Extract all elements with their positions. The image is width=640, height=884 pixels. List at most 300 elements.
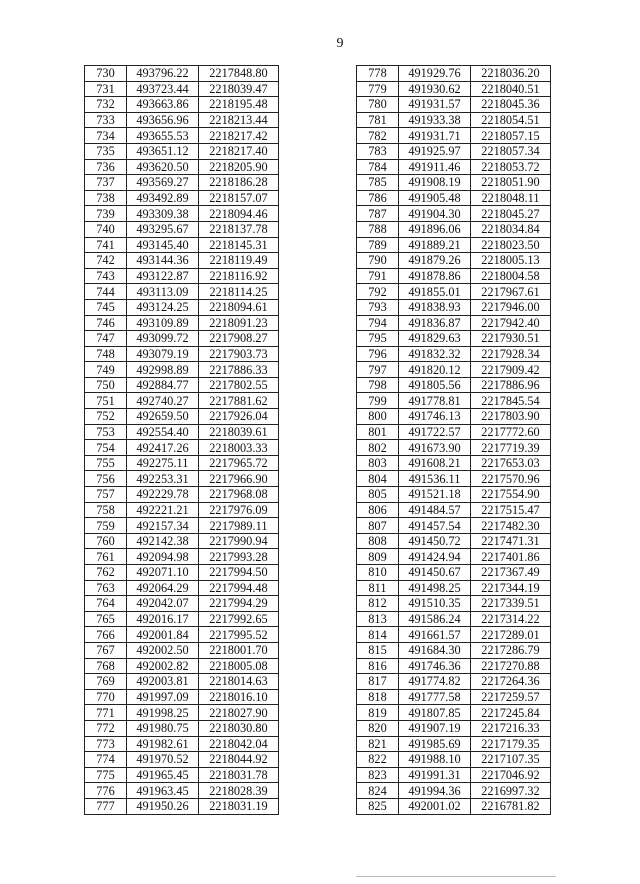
y-coordinate-cell: 2217719.39 (471, 440, 551, 456)
table-row (357, 580, 551, 596)
point-number-cell: 742 (85, 253, 127, 269)
point-number-cell: 739 (85, 206, 127, 222)
point-number-cell: 754 (85, 440, 127, 456)
table-row (357, 518, 551, 534)
table-row (357, 331, 551, 347)
table-row (357, 190, 551, 206)
point-number-cell: 768 (85, 658, 127, 674)
point-number-cell: 800 (357, 409, 399, 425)
table-row (357, 783, 551, 799)
point-number-cell: 747 (85, 331, 127, 347)
x-coordinate-cell: 492417.26 (127, 440, 199, 456)
point-number-cell: 733 (85, 112, 127, 128)
point-number-cell: 738 (85, 190, 127, 206)
x-coordinate-cell: 492071.10 (127, 565, 199, 581)
y-coordinate-cell: 2217989.11 (199, 518, 279, 534)
point-number-cell: 745 (85, 299, 127, 315)
x-coordinate-cell: 493295.67 (127, 221, 199, 237)
y-coordinate-cell: 2217845.54 (471, 393, 551, 409)
x-coordinate-cell: 491829.63 (399, 331, 471, 347)
table-row (85, 362, 279, 378)
table-row (357, 798, 551, 814)
point-number-cell: 759 (85, 518, 127, 534)
table-row (85, 689, 279, 705)
table-row (85, 315, 279, 331)
y-coordinate-cell: 2218034.84 (471, 221, 551, 237)
y-coordinate-cell: 2218039.61 (199, 424, 279, 440)
y-coordinate-cell: 2217515.47 (471, 502, 551, 518)
point-number-cell: 772 (85, 720, 127, 736)
point-number-cell: 746 (85, 315, 127, 331)
point-number-cell: 810 (357, 565, 399, 581)
table-row (85, 674, 279, 690)
table-row (85, 611, 279, 627)
point-number-cell: 766 (85, 627, 127, 643)
table-row (85, 736, 279, 752)
point-number-cell: 778 (357, 66, 399, 82)
y-coordinate-cell: 2217802.55 (199, 377, 279, 393)
table-row (85, 565, 279, 581)
x-coordinate-cell: 493099.72 (127, 331, 199, 347)
point-number-cell: 753 (85, 424, 127, 440)
x-coordinate-cell: 491484.57 (399, 502, 471, 518)
y-coordinate-cell: 2217259.57 (471, 689, 551, 705)
point-number-cell: 736 (85, 159, 127, 175)
table-row (85, 720, 279, 736)
x-coordinate-cell: 491991.31 (399, 767, 471, 783)
y-coordinate-cell: 2216781.82 (471, 798, 551, 814)
point-number-cell: 805 (357, 487, 399, 503)
x-coordinate-cell: 492064.29 (127, 580, 199, 596)
y-coordinate-cell: 2218031.78 (199, 767, 279, 783)
point-number-cell: 819 (357, 705, 399, 721)
point-number-cell: 815 (357, 642, 399, 658)
y-coordinate-cell: 2217289.01 (471, 627, 551, 643)
point-number-cell: 792 (357, 284, 399, 300)
y-coordinate-cell: 2217990.94 (199, 533, 279, 549)
x-coordinate-cell: 491684.30 (399, 642, 471, 658)
point-number-cell: 814 (357, 627, 399, 643)
table-row (85, 346, 279, 362)
y-coordinate-cell: 2218005.13 (471, 253, 551, 269)
table-row (85, 128, 279, 144)
x-coordinate-cell: 491998.25 (127, 705, 199, 721)
point-number-cell: 786 (357, 190, 399, 206)
table-row (357, 362, 551, 378)
x-coordinate-cell: 491965.45 (127, 767, 199, 783)
y-coordinate-cell: 2217967.61 (471, 284, 551, 300)
y-coordinate-cell: 2217314.22 (471, 611, 551, 627)
x-coordinate-cell: 491997.09 (127, 689, 199, 705)
y-coordinate-cell: 2218027.90 (199, 705, 279, 721)
y-coordinate-cell: 2218094.46 (199, 206, 279, 222)
x-coordinate-cell: 491820.12 (399, 362, 471, 378)
y-coordinate-cell: 2218057.15 (471, 128, 551, 144)
table-row (85, 268, 279, 284)
table-row (357, 346, 551, 362)
x-coordinate-cell: 493723.44 (127, 81, 199, 97)
y-coordinate-cell: 2217926.04 (199, 409, 279, 425)
x-coordinate-cell: 492275.11 (127, 455, 199, 471)
y-coordinate-cell: 2217994.29 (199, 596, 279, 612)
point-number-cell: 779 (357, 81, 399, 97)
y-coordinate-cell: 2218023.50 (471, 237, 551, 253)
x-coordinate-cell: 491907.19 (399, 720, 471, 736)
y-coordinate-cell: 2218030.80 (199, 720, 279, 736)
table-row (357, 642, 551, 658)
x-coordinate-cell: 491778.81 (399, 393, 471, 409)
table-row (85, 455, 279, 471)
x-coordinate-cell: 491878.86 (399, 268, 471, 284)
x-coordinate-cell: 492016.17 (127, 611, 199, 627)
x-coordinate-cell: 493796.22 (127, 66, 199, 82)
x-coordinate-cell: 491807.85 (399, 705, 471, 721)
x-coordinate-cell: 493109.89 (127, 315, 199, 331)
point-number-cell: 777 (85, 798, 127, 814)
point-number-cell: 788 (357, 221, 399, 237)
x-coordinate-cell: 491896.06 (399, 221, 471, 237)
table-row (85, 284, 279, 300)
point-number-cell: 757 (85, 487, 127, 503)
x-coordinate-cell: 492884.77 (127, 377, 199, 393)
x-coordinate-cell: 491994.36 (399, 783, 471, 799)
table-row (85, 752, 279, 768)
y-coordinate-cell: 2217046.92 (471, 767, 551, 783)
point-number-cell: 771 (85, 705, 127, 721)
y-coordinate-cell: 2217928.34 (471, 346, 551, 362)
table-row (85, 518, 279, 534)
point-number-cell: 756 (85, 471, 127, 487)
y-coordinate-cell: 2218045.36 (471, 97, 551, 113)
y-coordinate-cell: 2217908.27 (199, 331, 279, 347)
table-row (85, 159, 279, 175)
y-coordinate-cell: 2217946.00 (471, 299, 551, 315)
point-number-cell: 802 (357, 440, 399, 456)
y-coordinate-cell: 2217471.31 (471, 533, 551, 549)
point-number-cell: 750 (85, 377, 127, 393)
y-coordinate-cell: 2217848.80 (199, 66, 279, 82)
y-coordinate-cell: 2218053.72 (471, 159, 551, 175)
table-row (85, 471, 279, 487)
table-row (85, 221, 279, 237)
x-coordinate-cell: 491673.90 (399, 440, 471, 456)
y-coordinate-cell: 2218116.92 (199, 268, 279, 284)
y-coordinate-cell: 2218031.19 (199, 798, 279, 814)
table-row (85, 81, 279, 97)
x-coordinate-cell: 491510.35 (399, 596, 471, 612)
point-number-cell: 817 (357, 674, 399, 690)
point-number-cell: 820 (357, 720, 399, 736)
point-number-cell: 774 (85, 752, 127, 768)
table-row (85, 658, 279, 674)
x-coordinate-cell: 492157.34 (127, 518, 199, 534)
y-coordinate-cell: 2218014.63 (199, 674, 279, 690)
x-coordinate-cell: 492001.02 (399, 798, 471, 814)
table-row (357, 299, 551, 315)
table-row (357, 315, 551, 331)
point-number-cell: 741 (85, 237, 127, 253)
table-row (357, 767, 551, 783)
x-coordinate-cell: 491970.52 (127, 752, 199, 768)
point-number-cell: 770 (85, 689, 127, 705)
point-number-cell: 776 (85, 783, 127, 799)
point-number-cell: 769 (85, 674, 127, 690)
table-row (357, 705, 551, 721)
table-row (357, 377, 551, 393)
x-coordinate-cell: 491925.97 (399, 143, 471, 159)
table-row (85, 409, 279, 425)
table-row (85, 533, 279, 549)
table-row (357, 66, 551, 82)
point-number-cell: 767 (85, 642, 127, 658)
x-coordinate-cell: 493663.86 (127, 97, 199, 113)
table-row (357, 393, 551, 409)
table-row (85, 487, 279, 503)
y-coordinate-cell: 2217803.90 (471, 409, 551, 425)
table-row (85, 377, 279, 393)
table-row (85, 440, 279, 456)
y-coordinate-cell: 2218145.31 (199, 237, 279, 253)
table-row (357, 175, 551, 191)
table-row (357, 409, 551, 425)
x-coordinate-cell: 492002.82 (127, 658, 199, 674)
y-coordinate-cell: 2218094.61 (199, 299, 279, 315)
point-number-cell: 780 (357, 97, 399, 113)
y-coordinate-cell: 2217966.90 (199, 471, 279, 487)
point-number-cell: 799 (357, 393, 399, 409)
table-row (85, 97, 279, 113)
point-number-cell: 804 (357, 471, 399, 487)
y-coordinate-cell: 2217886.96 (471, 377, 551, 393)
table-row (357, 237, 551, 253)
point-number-cell: 787 (357, 206, 399, 222)
y-coordinate-cell: 2218028.39 (199, 783, 279, 799)
x-coordinate-cell: 492142.38 (127, 533, 199, 549)
x-coordinate-cell: 493144.36 (127, 253, 199, 269)
table-row (85, 393, 279, 409)
table-row (357, 128, 551, 144)
point-number-cell: 765 (85, 611, 127, 627)
table-row (85, 253, 279, 269)
point-number-cell: 791 (357, 268, 399, 284)
y-coordinate-cell: 2218186.28 (199, 175, 279, 191)
table-row (85, 549, 279, 565)
table-row (357, 658, 551, 674)
table-row (85, 299, 279, 315)
y-coordinate-cell: 2217344.19 (471, 580, 551, 596)
table-row (85, 627, 279, 643)
y-coordinate-cell: 2218045.27 (471, 206, 551, 222)
y-coordinate-cell: 2217881.62 (199, 393, 279, 409)
y-coordinate-cell: 2218004.58 (471, 268, 551, 284)
y-coordinate-cell: 2218114.25 (199, 284, 279, 300)
table-row (85, 206, 279, 222)
x-coordinate-cell: 491985.69 (399, 736, 471, 752)
table-row (357, 565, 551, 581)
table-row (85, 580, 279, 596)
table-row (357, 424, 551, 440)
table-row (85, 642, 279, 658)
x-coordinate-cell: 491746.13 (399, 409, 471, 425)
x-coordinate-cell: 491536.11 (399, 471, 471, 487)
x-coordinate-cell: 492094.98 (127, 549, 199, 565)
x-coordinate-cell: 491908.19 (399, 175, 471, 191)
y-coordinate-cell: 2218016.10 (199, 689, 279, 705)
table-row (85, 783, 279, 799)
point-number-cell: 763 (85, 580, 127, 596)
point-number-cell: 812 (357, 596, 399, 612)
x-coordinate-cell: 492221.21 (127, 502, 199, 518)
point-number-cell: 744 (85, 284, 127, 300)
x-coordinate-cell: 491930.62 (399, 81, 471, 97)
x-coordinate-cell: 491929.76 (399, 66, 471, 82)
point-number-cell: 797 (357, 362, 399, 378)
y-coordinate-cell: 2218119.49 (199, 253, 279, 269)
y-coordinate-cell: 2217942.40 (471, 315, 551, 331)
x-coordinate-cell: 493492.89 (127, 190, 199, 206)
x-coordinate-cell: 491661.57 (399, 627, 471, 643)
table-row (357, 674, 551, 690)
point-number-cell: 824 (357, 783, 399, 799)
y-coordinate-cell: 2218042.04 (199, 736, 279, 752)
x-coordinate-cell: 491521.18 (399, 487, 471, 503)
x-coordinate-cell: 492740.27 (127, 393, 199, 409)
x-coordinate-cell: 491988.10 (399, 752, 471, 768)
point-number-cell: 730 (85, 66, 127, 82)
x-coordinate-cell: 491889.21 (399, 237, 471, 253)
x-coordinate-cell: 491931.57 (399, 97, 471, 113)
x-coordinate-cell: 493309.38 (127, 206, 199, 222)
point-number-cell: 818 (357, 689, 399, 705)
x-coordinate-cell: 491805.56 (399, 377, 471, 393)
point-number-cell: 816 (357, 658, 399, 674)
table-row (357, 284, 551, 300)
y-coordinate-cell: 2217482.30 (471, 518, 551, 534)
y-coordinate-cell: 2218048.11 (471, 190, 551, 206)
point-number-cell: 811 (357, 580, 399, 596)
page-number: 9 (336, 36, 344, 51)
point-number-cell: 806 (357, 502, 399, 518)
y-coordinate-cell: 2218157.07 (199, 190, 279, 206)
x-coordinate-cell: 491980.75 (127, 720, 199, 736)
table-row (85, 331, 279, 347)
table-row (85, 143, 279, 159)
y-coordinate-cell: 2217653.03 (471, 455, 551, 471)
point-number-cell: 749 (85, 362, 127, 378)
table-row (357, 253, 551, 269)
y-coordinate-cell: 2217930.51 (471, 331, 551, 347)
point-number-cell: 785 (357, 175, 399, 191)
x-coordinate-cell: 491774.82 (399, 674, 471, 690)
y-coordinate-cell: 2217976.09 (199, 502, 279, 518)
table-row (85, 596, 279, 612)
coordinates-table-right (356, 65, 551, 815)
table-row (357, 627, 551, 643)
table-row (357, 736, 551, 752)
x-coordinate-cell: 491838.93 (399, 299, 471, 315)
x-coordinate-cell: 493656.96 (127, 112, 199, 128)
x-coordinate-cell: 492002.50 (127, 642, 199, 658)
y-coordinate-cell: 2217270.88 (471, 658, 551, 674)
x-coordinate-cell: 493620.50 (127, 159, 199, 175)
table-row (357, 440, 551, 456)
y-coordinate-cell: 2218044.92 (199, 752, 279, 768)
x-coordinate-cell: 491950.26 (127, 798, 199, 814)
x-coordinate-cell: 491879.26 (399, 253, 471, 269)
point-number-cell: 751 (85, 393, 127, 409)
x-coordinate-cell: 493122.87 (127, 268, 199, 284)
x-coordinate-cell: 491836.87 (399, 315, 471, 331)
y-coordinate-cell: 2218005.08 (199, 658, 279, 674)
y-coordinate-cell: 2217286.79 (471, 642, 551, 658)
point-number-cell: 808 (357, 533, 399, 549)
y-coordinate-cell: 2217264.36 (471, 674, 551, 690)
point-number-cell: 790 (357, 253, 399, 269)
point-number-cell: 737 (85, 175, 127, 191)
table-row (357, 112, 551, 128)
point-number-cell: 773 (85, 736, 127, 752)
y-coordinate-cell: 2218091.23 (199, 315, 279, 331)
y-coordinate-cell: 2217968.08 (199, 487, 279, 503)
x-coordinate-cell: 491498.25 (399, 580, 471, 596)
point-number-cell: 762 (85, 565, 127, 581)
x-coordinate-cell: 491855.01 (399, 284, 471, 300)
point-number-cell: 775 (85, 767, 127, 783)
point-number-cell: 783 (357, 143, 399, 159)
x-coordinate-cell: 493651.12 (127, 143, 199, 159)
y-coordinate-cell: 2217995.52 (199, 627, 279, 643)
x-coordinate-cell: 492042.07 (127, 596, 199, 612)
x-coordinate-cell: 492554.40 (127, 424, 199, 440)
y-coordinate-cell: 2217339.51 (471, 596, 551, 612)
point-number-cell: 735 (85, 143, 127, 159)
y-coordinate-cell: 2218001.70 (199, 642, 279, 658)
y-coordinate-cell: 2217994.50 (199, 565, 279, 581)
point-number-cell: 798 (357, 377, 399, 393)
point-number-cell: 781 (357, 112, 399, 128)
y-coordinate-cell: 2217367.49 (471, 565, 551, 581)
x-coordinate-cell: 491982.61 (127, 736, 199, 752)
y-coordinate-cell: 2217179.35 (471, 736, 551, 752)
x-coordinate-cell: 492229.78 (127, 487, 199, 503)
x-coordinate-cell: 493145.40 (127, 237, 199, 253)
table-row (85, 767, 279, 783)
x-coordinate-cell: 491450.72 (399, 533, 471, 549)
point-number-cell: 825 (357, 798, 399, 814)
x-coordinate-cell: 491746.36 (399, 658, 471, 674)
x-coordinate-cell: 492998.89 (127, 362, 199, 378)
table-row (357, 596, 551, 612)
point-number-cell: 796 (357, 346, 399, 362)
point-number-cell: 740 (85, 221, 127, 237)
table-row (357, 143, 551, 159)
point-number-cell: 784 (357, 159, 399, 175)
point-number-cell: 764 (85, 596, 127, 612)
x-coordinate-cell: 491911.46 (399, 159, 471, 175)
x-coordinate-cell: 491931.71 (399, 128, 471, 144)
table-row (357, 159, 551, 175)
point-number-cell: 755 (85, 455, 127, 471)
table-row (357, 611, 551, 627)
y-coordinate-cell: 2217994.48 (199, 580, 279, 596)
y-coordinate-cell: 2216997.32 (471, 783, 551, 799)
point-number-cell: 748 (85, 346, 127, 362)
y-coordinate-cell: 2218057.34 (471, 143, 551, 159)
coordinates-table-right-body (357, 66, 551, 815)
point-number-cell: 795 (357, 331, 399, 347)
x-coordinate-cell: 491722.57 (399, 424, 471, 440)
x-coordinate-cell: 491933.38 (399, 112, 471, 128)
